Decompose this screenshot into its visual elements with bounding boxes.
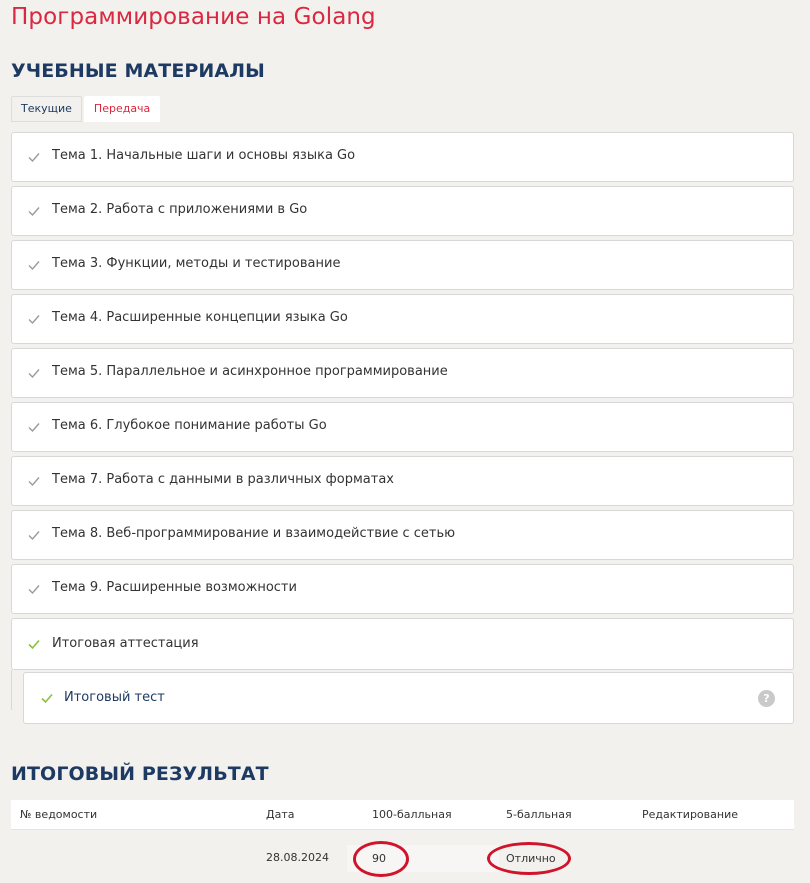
topic-7[interactable] [11,456,794,506]
check-icon [27,312,41,326]
annotation-circle-score5 [487,842,571,875]
cell-score5: Отлично [506,852,556,865]
cell-date: 28.08.2024 [266,851,329,864]
topic-label: Тема 9. Расширенные возможности [52,580,297,595]
result-row [11,831,794,883]
topic-label: Тема 7. Работа с данными в различных форматах [52,472,394,487]
topic-9[interactable] [11,564,794,614]
check-icon [27,474,41,488]
check-icon [27,366,41,380]
materials-title: УЧЕБНЫЕ МАТЕРИАЛЫ [11,60,265,82]
topic-label: Итоговая аттестация [52,636,199,651]
check-icon [27,150,41,164]
column-score100: 100-балльная [372,808,452,821]
check-icon [27,637,41,651]
check-icon [27,258,41,272]
result-title: ИТОГОВЫЙ РЕЗУЛЬТАТ [11,763,269,785]
topic-label: Тема 5. Параллельное и асинхронное программирование [52,364,448,379]
topic-label: Тема 2. Работа с приложениями в Go [52,202,308,217]
result-table-header [11,800,794,830]
topic-label: Тема 8. Веб-программирование и взаимодействие с сетью [52,526,456,541]
materials-tabs [11,96,162,122]
check-icon [27,582,41,596]
topic-label: Тема 6. Глубокое понимание работы Go [52,418,327,433]
topic-5[interactable] [11,348,794,398]
column-edit: Редактирование [642,808,738,821]
column-number: № ведомости [20,808,98,821]
check-icon [27,420,41,434]
topic-final-attestation[interactable] [11,618,794,670]
topic-1[interactable] [11,132,794,182]
topic-label: Тема 4. Расширенные концепции языка Go [52,310,348,325]
topic-8[interactable] [11,510,794,560]
column-date: Дата [266,808,295,821]
check-icon [40,691,54,705]
cell-score100: 90 [372,852,386,865]
course-title: Программирование на Golang [11,4,376,30]
tree-connector [11,670,12,710]
topic-3[interactable] [11,240,794,290]
final-test-item[interactable] [23,672,794,724]
tab-retake[interactable]: Передача [84,96,160,122]
annotation-circle-score100 [353,841,409,877]
final-test-label: Итоговый тест [64,690,165,705]
topic-2[interactable] [11,186,794,236]
topic-label: Тема 1. Начальные шаги и основы языка Go [52,148,356,163]
topic-label: Тема 3. Функции, методы и тестирование [52,256,341,271]
column-score5: 5-балльная [506,808,572,821]
check-icon [27,204,41,218]
tab-current[interactable]: Текущие [11,96,82,122]
question-circle-icon[interactable]: ? [758,690,775,707]
topic-6[interactable] [11,402,794,452]
topic-4[interactable] [11,294,794,344]
check-icon [27,528,41,542]
